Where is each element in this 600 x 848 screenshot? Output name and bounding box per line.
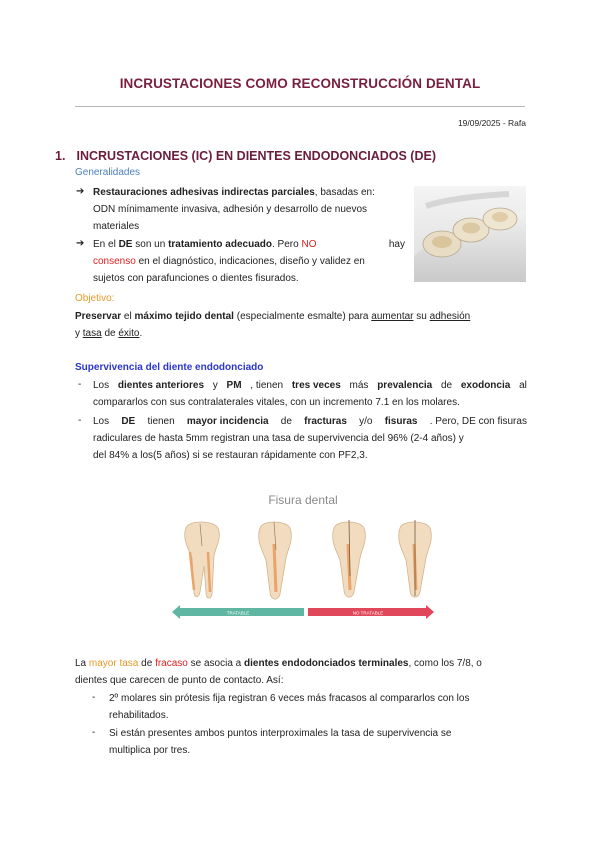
section-heading-text: INCRUSTACIONES (IC) EN DIENTES ENDODONCIADOS (DE) (76, 149, 436, 163)
no-tratable-label: NO TRATABLE (352, 610, 384, 616)
title-divider (75, 106, 525, 107)
fisura-dental-figure (168, 486, 438, 624)
tooth-icon (185, 522, 220, 598)
figure-title: Fisura dental (268, 493, 338, 507)
section-heading (55, 149, 436, 163)
objetivo-label: Objetivo: (75, 293, 115, 304)
dash-bullet: - (78, 379, 82, 390)
fracaso-item-molares: 2º molares sin prótesis fija registran 6 veces más fracasos al compararlos con los rehabilitados. (109, 693, 470, 721)
objetivo-text: Preservar el máximo tejido dental (especialmente esmalte) para aumentar su adhesión y tasa de éxito. (75, 311, 471, 339)
supervivencia-item-fracturas: Los DE tienen mayor incidencia de fracturas y/o fisuras . Pero, DE con fisuras radiculares de hasta 5mm registran una tasa de supervivencia del 96% (2-4 años) y del 84% a los(5 años) si se restauran rápidamente con PF2,3. (93, 416, 527, 461)
dash-bullet: - (78, 415, 82, 426)
generalidades-label: Generalidades (75, 167, 141, 178)
bullet-restauraciones: Restauraciones adhesivas indirectas parciales, basadas en: ODN mínimamente invasiva, adhesión y desarrollo de nuevos materiales (93, 187, 375, 232)
dash-bullet: - (92, 692, 96, 703)
date-author: 19/09/2025 - Rafa (457, 118, 526, 128)
inlay-photo (414, 186, 526, 282)
arrow-bullet-icon: ➔ (76, 238, 85, 249)
section-number: 1. (55, 149, 66, 163)
arrow-bullet-icon: ➔ (76, 186, 85, 197)
tratable-arrow (172, 605, 304, 619)
supervivencia-heading: Supervivencia del diente endodonciado (75, 362, 264, 373)
fracaso-paragraph: La mayor tasa de fracaso se asocia a dientes endodonciados terminales, como los 7/8, o dientes que carecen de punto de contacto. Así: (75, 658, 482, 686)
dash-bullet: - (92, 727, 96, 738)
tratable-label: TRATABLE (226, 610, 250, 616)
supervivencia-item-anteriores: Los dientes anteriores y PM , tienen tres veces más prevalencia de exodoncia al compararlos con sus contralaterales vitales, con un incremento 7.1 en los molares. (93, 380, 527, 408)
fracaso-item-interproximales: Si están presentes ambos puntos interproximales la tasa de supervivencia se multiplica por tres. (109, 728, 452, 756)
tooth-icon (333, 520, 366, 597)
no-tratable-arrow (308, 605, 434, 619)
tooth-icon (259, 522, 292, 599)
document-title: INCRUSTACIONES COMO RECONSTRUCCIÓN DENTAL (119, 76, 481, 91)
bullet-de-tratamiento: En el DE son un tratamiento adecuado. Pero NO hay consenso en el diagnóstico, indicaciones, diseño y validez en sujetos con parafunciones o dientes fisurados. (93, 239, 405, 284)
tooth-icon (399, 520, 432, 597)
